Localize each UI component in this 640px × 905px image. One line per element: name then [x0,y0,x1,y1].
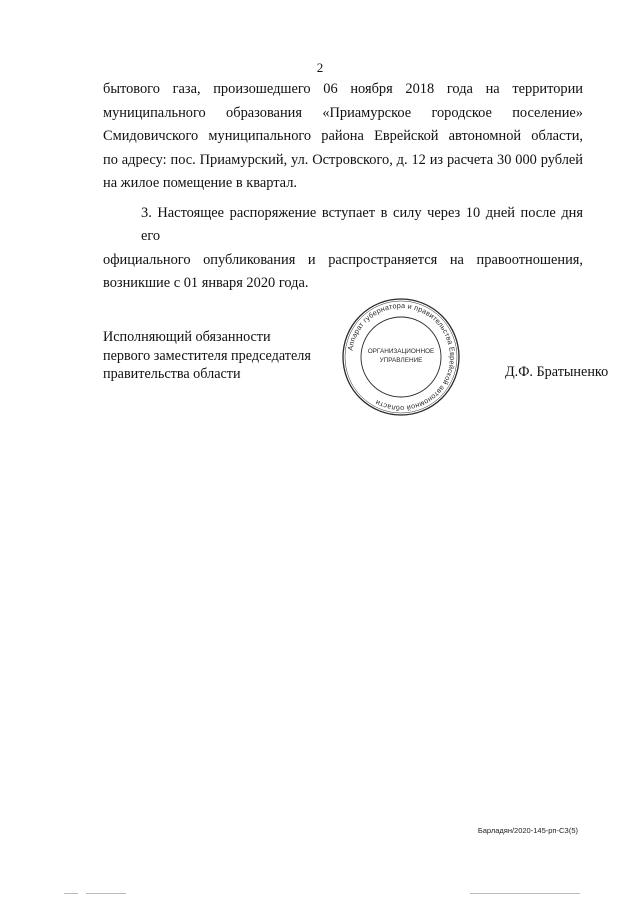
official-stamp [340,296,462,418]
stamp-center-line: УПРАВЛЕНИЕ [379,357,423,364]
paragraph-3-line: возникшие с 01 января 2020 года. [103,275,309,291]
paragraph-2-line: муниципального образования «Приамурское городское поселение» [103,104,583,121]
paragraph-3-line: официального опубликования и распространяется на правоотношения, [103,251,583,268]
signatory-position-line: Исполняющий обязанности [103,329,271,345]
signatory-position [103,328,311,384]
page-number: 2 [316,60,324,75]
paragraph-2-line: бытового газа, произошедшего 06 ноября 2018 года на территории [103,81,583,97]
document-body [103,78,583,296]
stamp-center-line: ОРГАНИЗАЦИОННОЕ [367,348,435,355]
scan-edge-mark [64,893,78,894]
paragraph-2-line: на жилое помещение в квартал. [103,175,297,191]
document-reference: Барладян/2020-145-рп-СЗ(5) [477,826,578,835]
signer-name: Д.Ф. Братыненко [505,364,609,380]
signatory-position-line: правительства области [103,366,241,382]
paragraph-2-line: по адресу: пос. Приамурский, ул. Островского, д. 12 из расчета 30 000 рублей [103,151,583,168]
signatory-position-line: первого заместителя председателя [103,347,311,364]
stamp-ring-textpath: Аппарат губернатора и правительства Еврейской автономной области [345,300,458,414]
scan-edge-mark [470,893,580,894]
paragraph-2-line: Смидовичского муниципального района Еврейской автономной области, [103,128,583,144]
scan-edge-mark [86,893,126,894]
paragraph-3-line: 3. Настоящее распоряжение вступает в силу через 10 дней после дня его [141,204,583,244]
